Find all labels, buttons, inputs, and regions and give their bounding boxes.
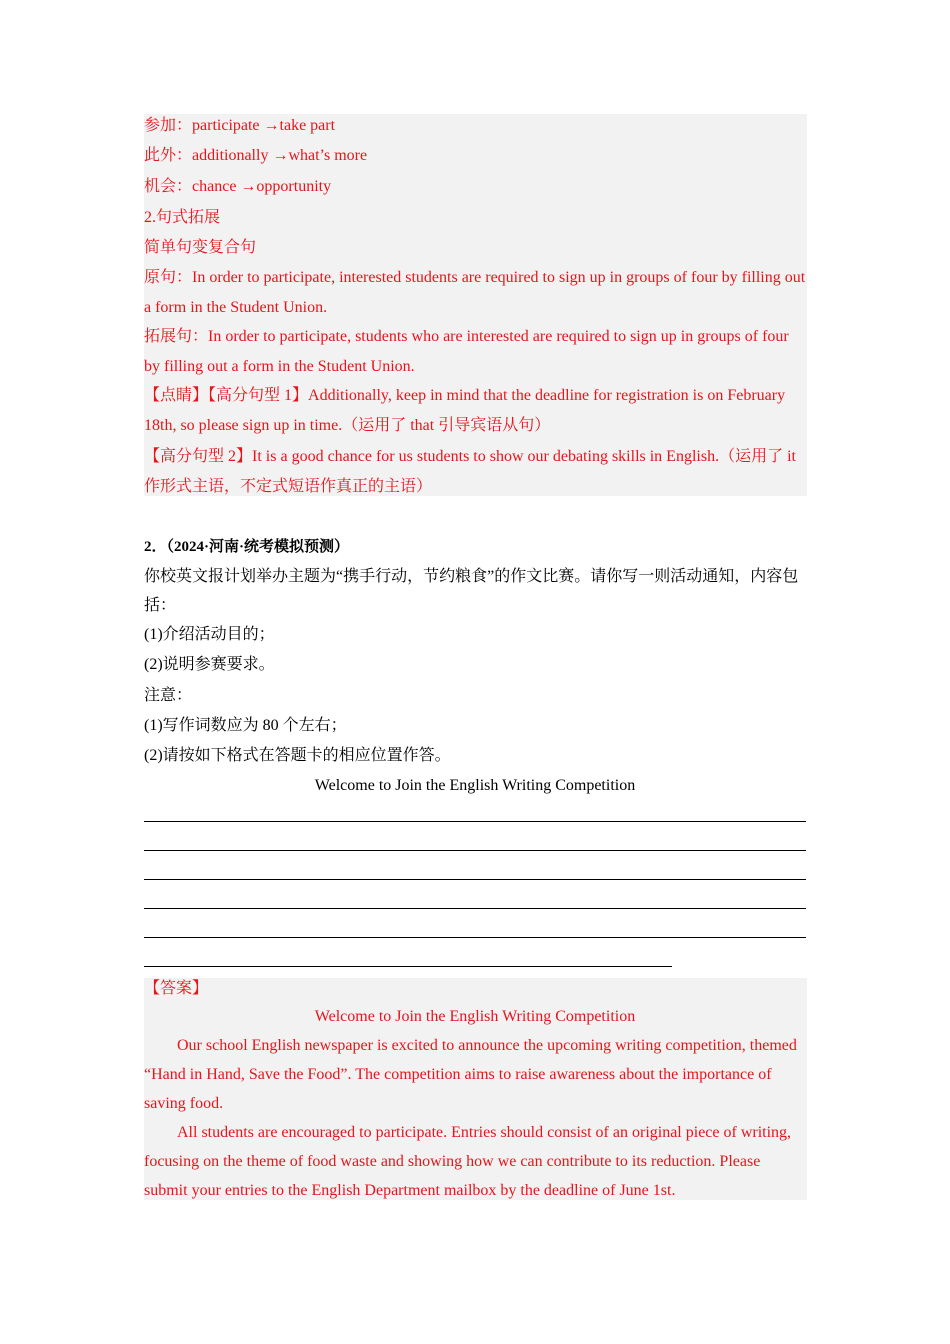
arrow-icon: → [240,178,257,195]
vocab-en: additionally [192,147,273,164]
highlight-2-tag: 【高分句型 2】 [144,448,253,465]
vocab-cn: 此外： [144,147,193,164]
original-text: In order to participate, interested students are required to sign up in groups of four by filling out a form in the Student Union. [144,269,806,316]
vocab-alt: take part [279,117,336,134]
vocab-row-2 [144,146,367,166]
answer-line[interactable] [144,821,806,822]
vocab-en: chance [192,178,241,195]
vocab-row-1 [144,116,335,136]
note-1: (1)写作词数应为 80 个左右； [144,717,347,734]
highlight-sentence-1 [144,381,806,440]
highlight-2-text: It is a good chance for us students to show our debating skills in English.（运用了 it 作形式主语，不定式短语作真正的主语） [144,448,796,495]
vocab-alt: opportunity [256,178,332,195]
question-prompt: 你校英文报计划举办主题为“携手行动，节约粮食”的作文比赛。请你写一则活动通知，内容包括： [144,568,799,614]
requirement-2: (2)说明参赛要求。 [144,656,275,673]
vocab-cn: 机会： [144,178,193,195]
answer-line[interactable] [144,908,806,909]
original-sentence [144,263,806,322]
highlight-1-tags: 【点睛】【高分句型 1】 [144,387,309,404]
expanded-text: In order to participate, students who are interested are required to sign up in groups of four by filling out a form in the Student Union. [144,328,789,375]
original-label: 原句： [144,269,193,286]
answer-label: 【答案】 [144,980,209,997]
answer-line[interactable] [144,937,806,938]
writing-title: Welcome to Join the English Writing Competition [314,777,636,794]
requirement-1: (1)介绍活动目的； [144,626,275,643]
vocab-alt: what’s more [288,147,368,164]
answer-line[interactable] [144,850,806,851]
note-2: (2)请按如下格式在答题卡的相应位置作答。 [144,747,451,764]
expanded-sentence [144,322,806,381]
answer-line[interactable] [144,879,806,880]
answer-paragraph-1: Our school English newspaper is excited to announce the upcoming writing competition, themed “Hand in Hand, Save the Food”. The competition aims to raise awareness about the importance of saving food. [144,1037,797,1112]
vocab-row-3 [144,177,331,197]
question-number: 2．（2024·河南·统考模拟预测） [144,539,350,555]
section-subheading: 简单句变复合句 [144,239,257,256]
section-heading: 2.句式拓展 [144,209,221,226]
answer-title: Welcome to Join the English Writing Competition [314,1008,636,1025]
answer-line[interactable] [144,966,672,967]
arrow-icon: → [263,117,280,134]
vocab-cn: 参加： [144,117,193,134]
highlight-1-text: Additionally, keep in mind that the deadline for registration is on February 18th, so please sign up in time.（运用了 that 引导宾语从句） [144,387,786,434]
expanded-label: 拓展句： [144,328,209,345]
highlight-sentence-2 [144,442,806,501]
note-label: 注意： [144,687,193,704]
arrow-icon: → [272,147,289,164]
vocab-en: participate [192,117,264,134]
answer-paragraph-2: All students are encouraged to participate. Entries should consist of an original piece of writing, focusing on the theme of food waste and showing how we can contribute to its reduction. Please submit your entries to the English Department mailbox by the deadline of June 1st. [144,1124,792,1199]
